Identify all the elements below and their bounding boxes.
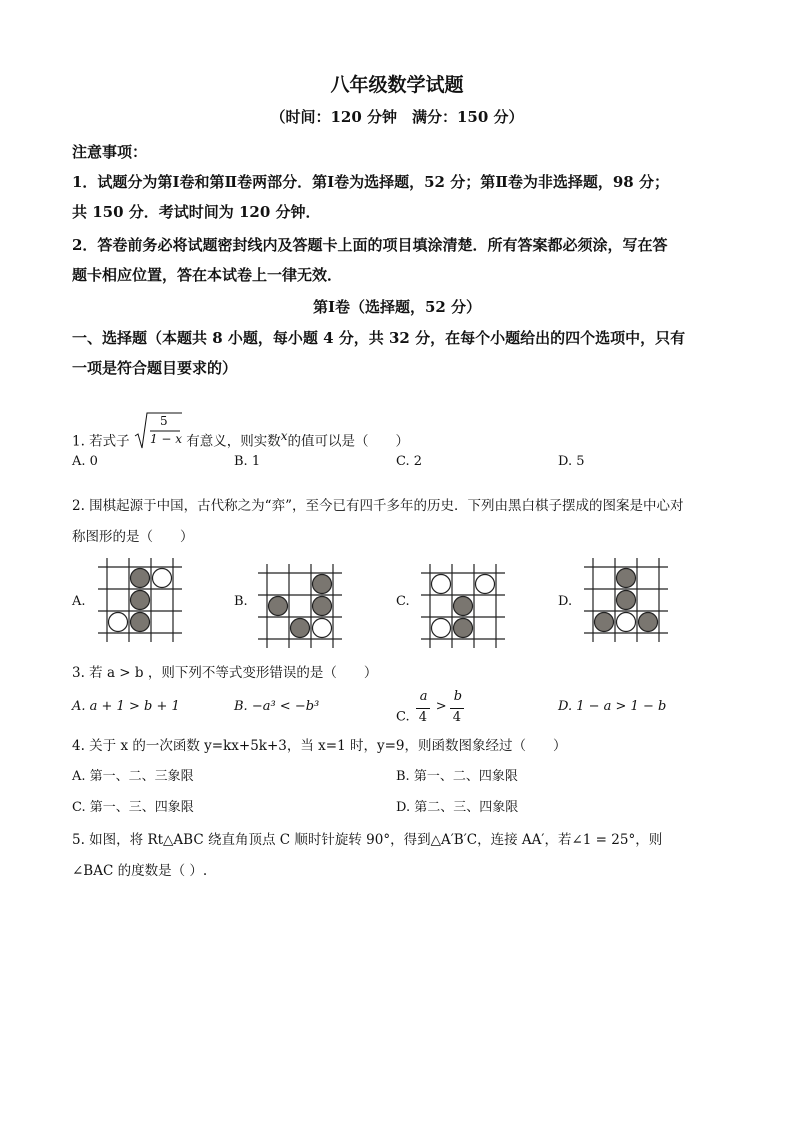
white-stone-icon: [476, 575, 495, 594]
q1-option-b: B. 1: [234, 454, 261, 469]
black-stone-icon: [131, 569, 150, 588]
q1-variable: x: [280, 428, 288, 443]
q1-option-c: C. 2: [396, 454, 423, 469]
q3-c-denominator-a: 4: [418, 710, 428, 725]
section-1-heading-line-2: 一项是符合题目要求的）: [72, 359, 238, 377]
q3-option-b: B. −a³ < −b³: [234, 699, 320, 714]
q3-c-fraction-bar-b: [450, 708, 464, 709]
question-4: 4. 关于 x 的一次函数 y=kx+5k+3，当 x=1 时，y=9，则函数图象经过（ ）: [72, 738, 567, 754]
q1-suffix-b: 的值可以是（ ）: [287, 433, 410, 450]
black-stone-icon: [454, 597, 473, 616]
black-stone-icon: [291, 619, 310, 638]
q4-option-d: D. 第二、三、四象限: [396, 800, 519, 815]
q1-denominator: 1 − x: [149, 432, 183, 446]
question-3: 3. 若 a > b ，则下列不等式变形错误的是（ ）: [72, 665, 378, 681]
go-board-d: [582, 556, 670, 644]
q3-c-denominator-b: 4: [452, 710, 462, 725]
q2-option-a-label: A.: [72, 594, 86, 609]
q3-c-numerator-b: b: [453, 689, 463, 704]
q1-prefix: 1. 若式子: [72, 433, 130, 450]
black-stone-icon: [313, 597, 332, 616]
black-stone-icon: [639, 613, 658, 632]
go-board-b: [256, 562, 344, 650]
white-stone-icon: [313, 619, 332, 638]
question-2-line-2: 称图形的是（ ）: [72, 529, 194, 545]
black-stone-icon: [617, 591, 636, 610]
notice-heading: 注意事项：: [72, 143, 148, 161]
q3-c-fraction-bar-a: [416, 708, 430, 709]
q4-option-b: B. 第一、二、四象限: [396, 769, 518, 784]
black-stone-icon: [454, 619, 473, 638]
white-stone-icon: [432, 575, 451, 594]
question-5-line-2: ∠BAC 的度数是（ ）.: [72, 863, 208, 879]
q4-option-a: A. 第一、二、三象限: [72, 769, 194, 784]
q3-option-c-label: C.: [396, 709, 410, 725]
section-1-heading-line-1: 一、选择题（本题共 8 小题，每小题 4 分，共 32 分，在每个小题给出的四个选项中，只有: [72, 329, 686, 347]
black-stone-icon: [595, 613, 614, 632]
part-1-heading: 第Ⅰ卷（选择题，52 分）: [312, 298, 482, 316]
q3-option-c: [396, 689, 476, 735]
black-stone-icon: [131, 613, 150, 632]
question-5-line-1: 5. 如图，将 Rt△ABC 绕直角顶点 C 顺时针旋转 90°，得到△A′B′C，连接 AA′，若∠1 = 25°，则: [72, 832, 663, 848]
go-board-a: [96, 556, 184, 644]
q1-option-d: D. 5: [558, 454, 585, 469]
white-stone-icon: [432, 619, 451, 638]
q2-option-b-label: B.: [234, 594, 248, 609]
q3-option-a: A. a + 1 > b + 1: [72, 699, 180, 714]
notice-item-1-line-2: 共 150 分．考试时间为 120 分钟．: [72, 203, 321, 221]
white-stone-icon: [153, 569, 172, 588]
q1-option-a: A. 0: [72, 454, 98, 469]
black-stone-icon: [131, 591, 150, 610]
black-stone-icon: [269, 597, 288, 616]
q3-c-numerator-a: a: [419, 689, 428, 704]
notice-item-2-line-1: 2．答卷前务必将试题密封线内及答题卡上面的项目填涂清楚．所有答案都必须涂，写在答: [72, 236, 668, 254]
q1-numerator: 5: [159, 414, 168, 428]
white-stone-icon: [617, 613, 636, 632]
q2-option-d-label: D.: [558, 594, 573, 609]
page-title: 八年级数学试题: [330, 74, 464, 96]
q2-option-c-label: C.: [396, 594, 410, 609]
go-board-c: [419, 562, 507, 650]
exam-info: （时间：120 分钟 满分：150 分）: [270, 108, 524, 126]
q3-option-d: D. 1 − a > 1 − b: [558, 699, 667, 714]
black-stone-icon: [617, 569, 636, 588]
q1-radical: [134, 410, 182, 450]
q1-suffix-a: 有意义，则实数: [186, 433, 281, 450]
black-stone-icon: [313, 575, 332, 594]
q4-option-c: C. 第一、三、四象限: [72, 800, 194, 815]
q3-c-greater-than: >: [435, 699, 447, 714]
question-2-line-1: 2. 围棋起源于中国，古代称之为“弈”，至今已有四千多年的历史．下列由黑白棋子摆成的图案是中心对: [72, 498, 684, 514]
q3-option-c-expression: [414, 689, 476, 729]
notice-item-1-line-1: 1．试题分为第Ⅰ卷和第Ⅱ卷两部分．第Ⅰ卷为选择题，52 分；第Ⅱ卷为非选择题，98 分；: [72, 173, 669, 191]
notice-item-2-line-2: 题卡相应位置，答在本试卷上一律无效．: [72, 266, 343, 284]
white-stone-icon: [109, 613, 128, 632]
